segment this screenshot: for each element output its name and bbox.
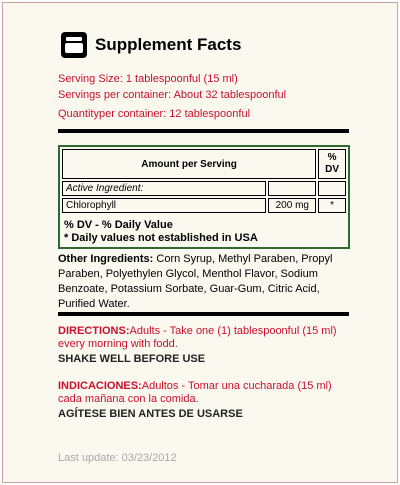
other-ingredients (58, 252, 353, 312)
indicaciones-label: INDICACIONES: (58, 380, 142, 392)
directions-caps: SHAKE WELL BEFORE USE (58, 353, 206, 365)
facts-table (60, 147, 348, 215)
indicaciones-text: Adultos - Tomar una cucharada (15 ml) cada mañana con la comida. (58, 380, 332, 405)
directions-section (58, 325, 358, 366)
amount-per-serving-header: Amount per Serving (62, 149, 316, 179)
quantity-per-container: Quantityper container: 12 tablespoonful (58, 108, 251, 120)
other-ingredients-text: Corn Syrup, Methyl Paraben, Propyl Paraben, Polyethylen Glycol, Menthol Flavor, Sodium Benzoate, Potassium Sorbate, Guar-Gum, Citric Acid, Purified Water. (58, 253, 333, 310)
dv-footnote: * Daily values not established in USA (64, 232, 258, 244)
dv-header-percent: % (327, 152, 337, 163)
dv-legend-line: % DV - % Daily Value (64, 219, 173, 231)
dv-header (318, 149, 346, 179)
table-header-row (62, 149, 346, 179)
table-row (62, 198, 346, 213)
header (61, 32, 241, 58)
last-update: Last update: 03/23/2012 (58, 452, 177, 464)
dv-header-label: DV (325, 164, 340, 175)
indicaciones-section (58, 380, 358, 421)
serving-size: Serving Size: 1 tablespoonful (15 ml) (58, 73, 238, 85)
ingredient-amount: 200 mg (268, 198, 316, 213)
table-row (62, 181, 346, 196)
supplement-facts-panel (2, 2, 398, 483)
dv-legend (64, 219, 258, 245)
divider-bottom (58, 312, 349, 316)
indicaciones-caps: AGÍTESE BIEN ANTES DE USARSE (58, 408, 243, 420)
servings-per-container: Servings per container: About 32 tablespoonful (58, 89, 287, 101)
ingredient-dv: * (318, 198, 346, 213)
other-ingredients-label: Other Ingredients: (58, 253, 154, 265)
facts-box (58, 145, 350, 249)
empty-cell (268, 181, 316, 196)
ingredient-name: Chlorophyll (62, 198, 266, 213)
directions-text: Adults - Take one (1) tablespoonful (15 ml) every morning with fodd. (58, 325, 337, 350)
active-ingredient-label: Active Ingredient: (62, 181, 266, 196)
directions-label: DIRECTIONS: (58, 325, 130, 337)
bottle-icon (61, 32, 87, 58)
empty-cell (318, 181, 346, 196)
divider-top (58, 129, 349, 133)
page-title: Supplement Facts (95, 35, 242, 54)
